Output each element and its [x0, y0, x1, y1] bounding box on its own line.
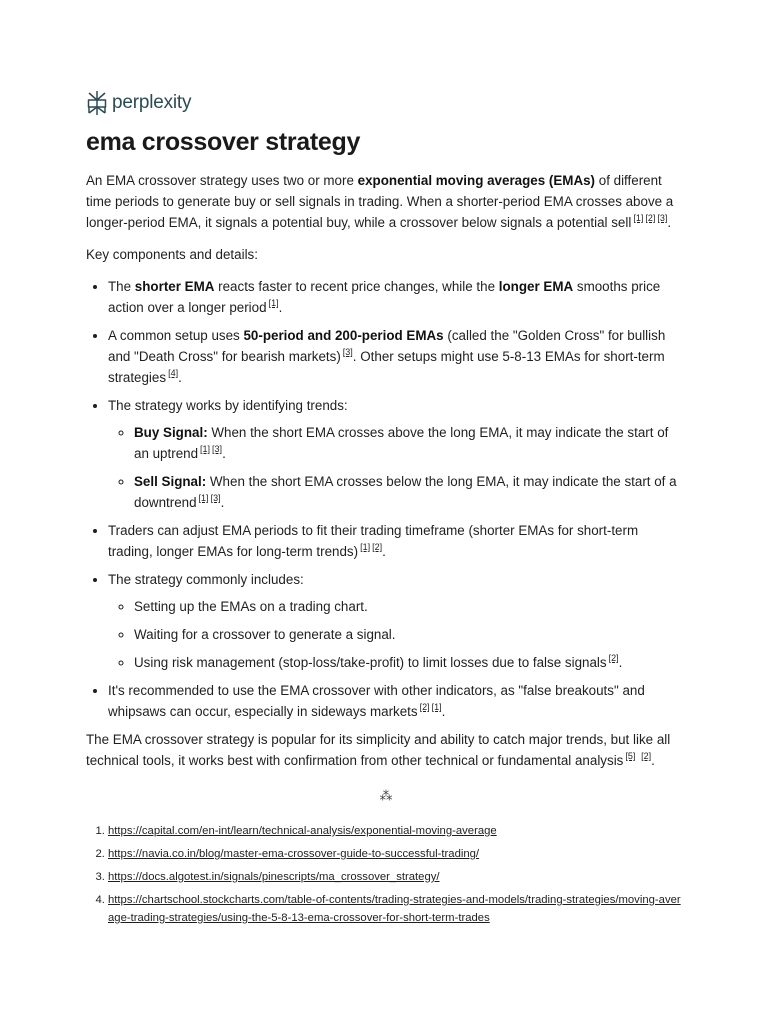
list-item: • The shorter EMA reacts faster to recent price changes, while the longer EMA smooths price action over a longer period [1].	[108, 276, 686, 318]
reference-link[interactable]: https://capital.com/en-int/learn/technical-analysis/exponential-moving-average	[108, 825, 497, 837]
page-title: ema crossover strategy	[86, 128, 361, 156]
citation-link[interactable]: [1]	[200, 444, 211, 454]
sub-list-item: ◦ Waiting for a crossover to generate a signal.	[134, 624, 686, 645]
citation-link[interactable]: [1]	[431, 702, 442, 712]
citation-link[interactable]: [1]	[360, 542, 371, 552]
citation-link[interactable]: [2]	[419, 702, 430, 712]
reference-link[interactable]: https://chartschool.stockcharts.com/table-of-contents/trading-strategies-and-models/trading-strategies/moving-average-trading-strategies/using-the-5-8-13-ema-crossover-for-short-term-trades	[108, 894, 681, 924]
citation-link[interactable]: [3]	[657, 213, 668, 223]
reference-item	[108, 822, 686, 840]
sub-list-item: ◦ Using risk management (stop-loss/take-profit) to limit losses due to false signals [2].	[134, 652, 686, 673]
list-item: • It's recommended to use the EMA crossover with other indicators, as "false breakouts" and whipsaws can occur, especially in sideways markets [2] [1].	[108, 680, 686, 722]
citation-link[interactable]: [2]	[608, 653, 619, 663]
key-components-list	[86, 276, 686, 722]
citation-link[interactable]: [2]	[645, 213, 656, 223]
intro-paragraph: An EMA crossover strategy uses two or more exponential moving averages (EMAs) of different time periods to generate buy or sell signals in trading. When a shorter-period EMA crosses above a longer-period EMA, it signals a potential buy, while a crossover below signals a potential sell [1] [2] [3].	[86, 173, 674, 230]
citation-link[interactable]: [5]	[625, 751, 636, 761]
sub-list-item: ◦ Setting up the EMAs on a trading chart.	[134, 596, 686, 617]
citation-link[interactable]: [1]	[268, 298, 279, 308]
references-list	[86, 822, 686, 927]
sub-list-item: ◦ Buy Signal: When the short EMA crosses above the long EMA, it may indicate the start of an uptrend [1] [3].	[134, 422, 686, 464]
list-item: • Traders can adjust EMA periods to fit their trading timeframe (shorter EMAs for short-term trading, longer EMAs for long-term trends) [1] [2].	[108, 520, 686, 562]
citation-link[interactable]: [3]	[212, 444, 223, 454]
sub-list-item: ◦ Sell Signal: When the short EMA crosses below the long EMA, it may indicate the start of a downtrend [1] [3].	[134, 471, 686, 513]
list-item: • The strategy works by identifying trends: ◦ Buy Signal: When the short EMA crosses above the long EMA, it may indicate the start of an uptrend [1] [3]. ◦ Sell Signal: When the short EMA crosses below the long EMA, it may indicate the start of a downtrend [1] [3].	[108, 395, 686, 513]
reference-item	[108, 891, 686, 927]
brand-logo[interactable]	[86, 90, 191, 116]
citation-link[interactable]: [1]	[633, 213, 644, 223]
citation-link[interactable]: [4]	[168, 368, 179, 378]
includes-sublist	[108, 596, 686, 673]
citation-link[interactable]: [1]	[198, 493, 209, 503]
reference-link[interactable]: https://docs.algotest.in/signals/pinescripts/ma_crossover_strategy/	[108, 871, 440, 883]
key-components-heading: Key components and details:	[86, 247, 258, 262]
list-item: • The strategy commonly includes: ◦ Setting up the EMAs on a trading chart. ◦ Waiting for a crossover to generate a signal. ◦ Using risk management (stop-loss/take-profit) to limit losses due to false signals [2].	[108, 569, 686, 673]
citation-link[interactable]: [3]	[210, 493, 221, 503]
perplexity-logo-icon	[86, 90, 108, 116]
citation-link[interactable]: [2]	[372, 542, 383, 552]
signal-sublist	[108, 422, 686, 513]
reference-item	[108, 845, 686, 863]
brand-name: perplexity	[112, 92, 192, 113]
reference-link[interactable]: https://navia.co.in/blog/master-ema-crossover-guide-to-successful-trading/	[108, 848, 480, 860]
citation-link[interactable]: [3]	[342, 347, 353, 357]
list-item: • A common setup uses 50-period and 200-period EMAs (called the "Golden Cross" for bullish and "Death Cross" for bearish markets) [3]. Other setups might use 5-8-13 EMAs for short-term strategies [4].	[108, 325, 686, 388]
citation-link[interactable]: [2]	[641, 751, 652, 761]
section-divider: ⁂	[379, 788, 393, 803]
reference-item	[108, 868, 686, 886]
conclusion-paragraph: The EMA crossover strategy is popular for its simplicity and ability to catch major trends, but like all technical tools, it works best with confirmation from other technical or fundamental analysis [5] [2].	[86, 732, 671, 768]
article-body	[86, 170, 686, 932]
